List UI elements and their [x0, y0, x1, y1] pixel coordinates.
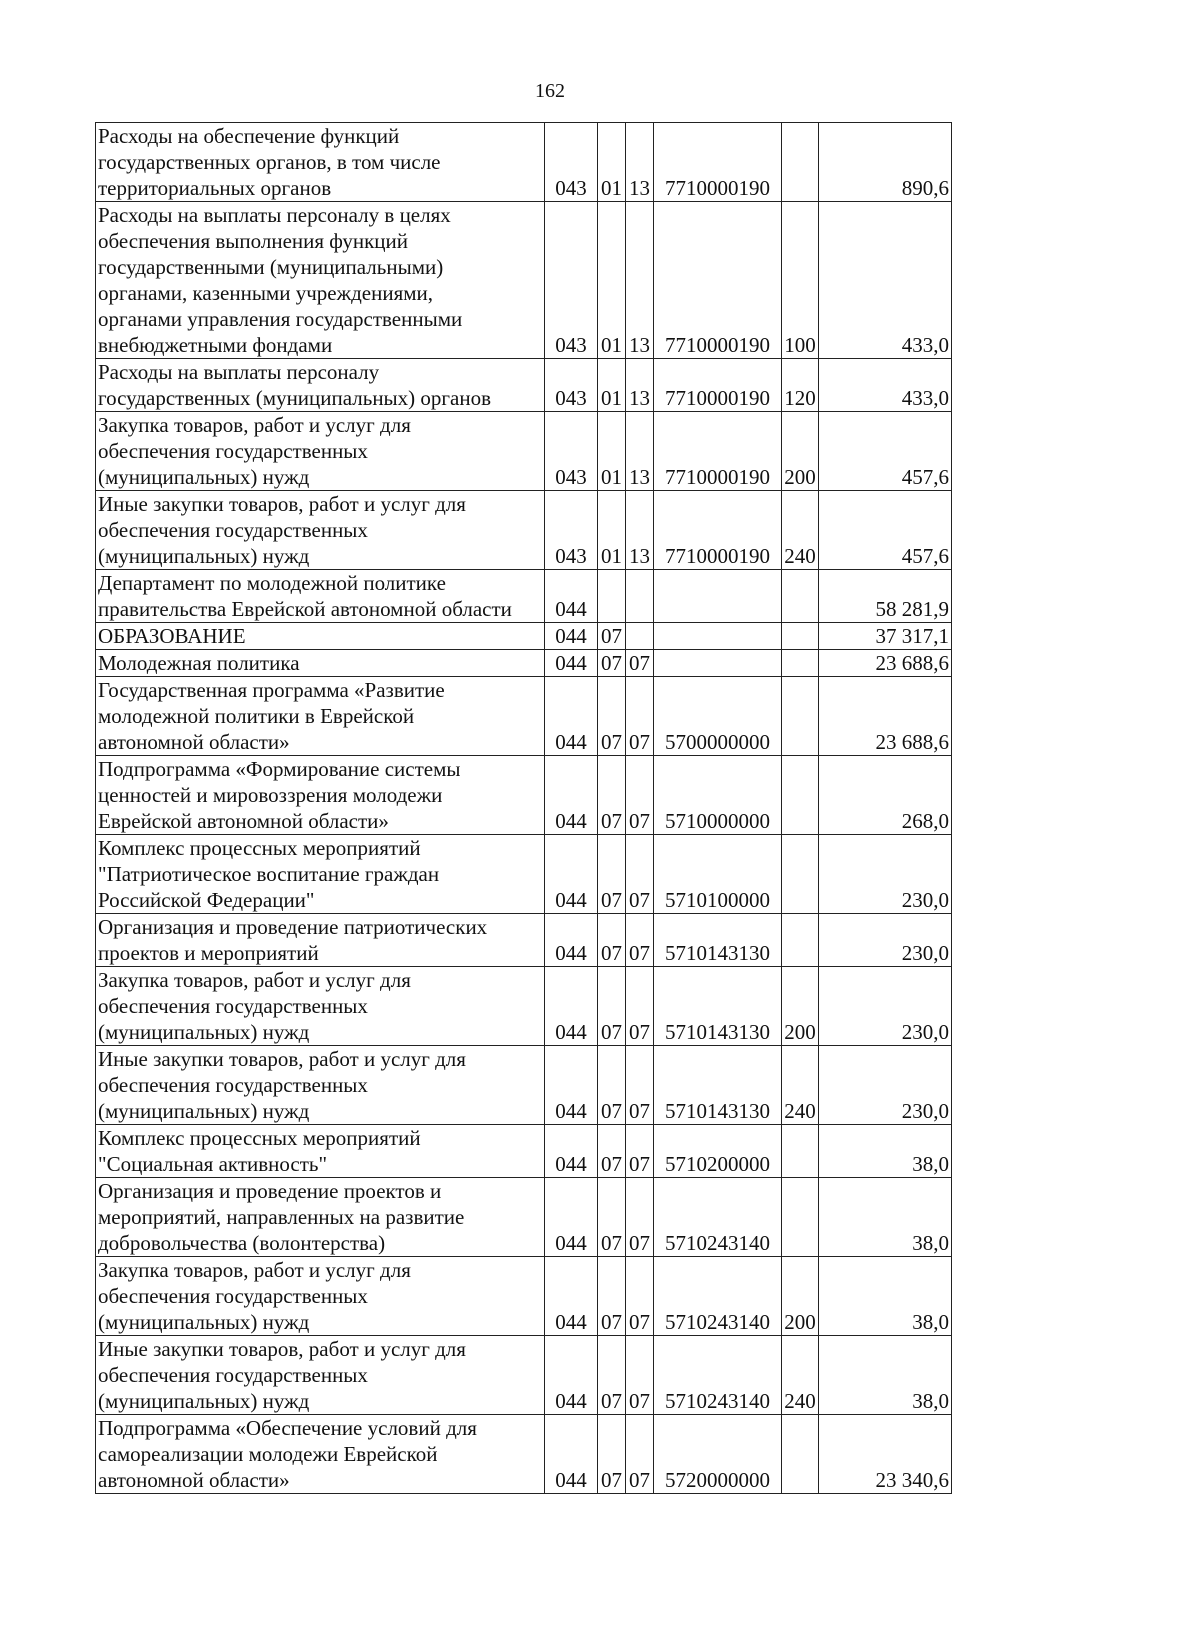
- department-code-cell: 043: [545, 412, 598, 491]
- row-name-cell: Расходы на обеспечение функций государственных органов, в том числе территориальных органов: [96, 123, 545, 202]
- department-code-cell: 044: [545, 623, 598, 650]
- section-code-cell: [598, 570, 626, 623]
- expense-type-cell: [782, 570, 819, 623]
- department-code-cell: 044: [545, 677, 598, 756]
- expense-type-cell: [782, 677, 819, 756]
- subsection-code-cell: 13: [626, 202, 654, 359]
- table-row: [96, 1178, 952, 1257]
- row-name-cell: Расходы на выплаты персоналу государственных (муниципальных) органов: [96, 359, 545, 412]
- table-row: [96, 967, 952, 1046]
- subsection-code-cell: [626, 570, 654, 623]
- expense-type-cell: [782, 1178, 819, 1257]
- expense-type-cell: [782, 1125, 819, 1178]
- subsection-code-cell: 07: [626, 1178, 654, 1257]
- expense-type-cell: [782, 623, 819, 650]
- target-article-cell: 5710243140: [654, 1178, 782, 1257]
- amount-cell: 230,0: [819, 914, 952, 967]
- section-code-cell: 07: [598, 914, 626, 967]
- section-code-cell: 07: [598, 677, 626, 756]
- row-name-cell: Подпрограмма «Формирование системы ценностей и мировоззрения молодежи Еврейской автономной области»: [96, 756, 545, 835]
- expense-type-cell: 240: [782, 1046, 819, 1125]
- section-code-cell: 07: [598, 1046, 626, 1125]
- row-name-cell: Организация и проведение проектов и мероприятий, направленных на развитие добровольчества (волонтерства): [96, 1178, 545, 1257]
- amount-cell: 38,0: [819, 1178, 952, 1257]
- table-row: [96, 914, 952, 967]
- amount-cell: 37 317,1: [819, 623, 952, 650]
- amount-cell: 230,0: [819, 967, 952, 1046]
- department-code-cell: 043: [545, 359, 598, 412]
- amount-cell: 23 340,6: [819, 1415, 952, 1494]
- department-code-cell: 044: [545, 1178, 598, 1257]
- table-row: [96, 491, 952, 570]
- amount-cell: 457,6: [819, 412, 952, 491]
- table-row: [96, 650, 952, 677]
- amount-cell: 38,0: [819, 1125, 952, 1178]
- row-name-cell: Департамент по молодежной политике правительства Еврейской автономной области: [96, 570, 545, 623]
- row-name-cell: Комплекс процессных мероприятий "Социальная активность": [96, 1125, 545, 1178]
- department-code-cell: 043: [545, 202, 598, 359]
- target-article-cell: 5710100000: [654, 835, 782, 914]
- department-code-cell: 043: [545, 123, 598, 202]
- target-article-cell: [654, 623, 782, 650]
- section-code-cell: 01: [598, 491, 626, 570]
- subsection-code-cell: 07: [626, 677, 654, 756]
- target-article-cell: [654, 650, 782, 677]
- row-name-cell: Закупка товаров, работ и услуг для обеспечения государственных (муниципальных) нужд: [96, 412, 545, 491]
- expense-type-cell: [782, 1415, 819, 1494]
- section-code-cell: 07: [598, 1125, 626, 1178]
- expense-type-cell: [782, 123, 819, 202]
- target-article-cell: 7710000190: [654, 491, 782, 570]
- amount-cell: 268,0: [819, 756, 952, 835]
- row-name-cell: Подпрограмма «Обеспечение условий для самореализации молодежи Еврейской автономной области»: [96, 1415, 545, 1494]
- department-code-cell: 044: [545, 756, 598, 835]
- department-code-cell: 044: [545, 1336, 598, 1415]
- amount-cell: 38,0: [819, 1257, 952, 1336]
- amount-cell: 890,6: [819, 123, 952, 202]
- row-name-cell: Комплекс процессных мероприятий "Патриотическое воспитание граждан Российской Федерации": [96, 835, 545, 914]
- amount-cell: 457,6: [819, 491, 952, 570]
- table-row: [96, 623, 952, 650]
- row-name-cell: Закупка товаров, работ и услуг для обеспечения государственных (муниципальных) нужд: [96, 967, 545, 1046]
- table-row: [96, 1046, 952, 1125]
- subsection-code-cell: 07: [626, 1415, 654, 1494]
- expense-type-cell: [782, 650, 819, 677]
- table-row: [96, 412, 952, 491]
- page-number: 162: [535, 80, 565, 102]
- subsection-code-cell: 07: [626, 650, 654, 677]
- target-article-cell: 5710000000: [654, 756, 782, 835]
- department-code-cell: 044: [545, 1046, 598, 1125]
- target-article-cell: 5710143130: [654, 914, 782, 967]
- target-article-cell: 5710143130: [654, 1046, 782, 1125]
- expense-type-cell: 120: [782, 359, 819, 412]
- row-name-cell: Иные закупки товаров, работ и услуг для обеспечения государственных (муниципальных) нужд: [96, 1336, 545, 1415]
- department-code-cell: 044: [545, 1415, 598, 1494]
- amount-cell: 38,0: [819, 1336, 952, 1415]
- row-name-cell: Организация и проведение патриотических проектов и мероприятий: [96, 914, 545, 967]
- section-code-cell: 01: [598, 123, 626, 202]
- expense-type-cell: [782, 914, 819, 967]
- budget-table: [95, 122, 952, 1494]
- department-code-cell: 044: [545, 570, 598, 623]
- section-code-cell: 07: [598, 1178, 626, 1257]
- department-code-cell: 044: [545, 835, 598, 914]
- row-name-cell: Иные закупки товаров, работ и услуг для обеспечения государственных (муниципальных) нужд: [96, 491, 545, 570]
- row-name-cell: ОБРАЗОВАНИЕ: [96, 623, 545, 650]
- subsection-code-cell: 07: [626, 756, 654, 835]
- target-article-cell: 7710000190: [654, 412, 782, 491]
- row-name-cell: Закупка товаров, работ и услуг для обеспечения государственных (муниципальных) нужд: [96, 1257, 545, 1336]
- subsection-code-cell: [626, 623, 654, 650]
- target-article-cell: 5700000000: [654, 677, 782, 756]
- section-code-cell: 01: [598, 412, 626, 491]
- expense-type-cell: 100: [782, 202, 819, 359]
- section-code-cell: 07: [598, 756, 626, 835]
- section-code-cell: 07: [598, 650, 626, 677]
- amount-cell: 23 688,6: [819, 650, 952, 677]
- subsection-code-cell: 13: [626, 123, 654, 202]
- department-code-cell: 044: [545, 967, 598, 1046]
- table-row: [96, 1125, 952, 1178]
- amount-cell: 58 281,9: [819, 570, 952, 623]
- table-row: [96, 1336, 952, 1415]
- table-row: [96, 1257, 952, 1336]
- department-code-cell: 043: [545, 491, 598, 570]
- subsection-code-cell: 13: [626, 491, 654, 570]
- target-article-cell: [654, 570, 782, 623]
- expense-type-cell: 200: [782, 1257, 819, 1336]
- section-code-cell: 07: [598, 1336, 626, 1415]
- target-article-cell: 5710200000: [654, 1125, 782, 1178]
- expense-type-cell: 200: [782, 967, 819, 1046]
- table-row: [96, 570, 952, 623]
- table-row: [96, 359, 952, 412]
- row-name-cell: Расходы на выплаты персоналу в целях обеспечения выполнения функций государственными (муниципальными) органами, казенными учреждениями, органами управления государственными внебюджетными фондами: [96, 202, 545, 359]
- department-code-cell: 044: [545, 914, 598, 967]
- section-code-cell: 07: [598, 835, 626, 914]
- target-article-cell: 5710143130: [654, 967, 782, 1046]
- subsection-code-cell: 07: [626, 1046, 654, 1125]
- target-article-cell: 5710243140: [654, 1336, 782, 1415]
- expense-type-cell: 240: [782, 491, 819, 570]
- department-code-cell: 044: [545, 650, 598, 677]
- section-code-cell: 07: [598, 1257, 626, 1336]
- amount-cell: 230,0: [819, 1046, 952, 1125]
- amount-cell: 23 688,6: [819, 677, 952, 756]
- expense-type-cell: [782, 835, 819, 914]
- department-code-cell: 044: [545, 1125, 598, 1178]
- table-row: [96, 835, 952, 914]
- budget-table-body: [96, 123, 952, 1494]
- table-row: [96, 677, 952, 756]
- amount-cell: 433,0: [819, 359, 952, 412]
- section-code-cell: 07: [598, 623, 626, 650]
- section-code-cell: 01: [598, 359, 626, 412]
- row-name-cell: Молодежная политика: [96, 650, 545, 677]
- section-code-cell: 07: [598, 967, 626, 1046]
- subsection-code-cell: 13: [626, 359, 654, 412]
- department-code-cell: 044: [545, 1257, 598, 1336]
- table-row: [96, 756, 952, 835]
- amount-cell: 230,0: [819, 835, 952, 914]
- expense-type-cell: [782, 756, 819, 835]
- subsection-code-cell: 13: [626, 412, 654, 491]
- table-row: [96, 123, 952, 202]
- expense-type-cell: 200: [782, 412, 819, 491]
- table-row: [96, 1415, 952, 1494]
- section-code-cell: 07: [598, 1415, 626, 1494]
- target-article-cell: 7710000190: [654, 123, 782, 202]
- row-name-cell: Иные закупки товаров, работ и услуг для обеспечения государственных (муниципальных) нужд: [96, 1046, 545, 1125]
- subsection-code-cell: 07: [626, 914, 654, 967]
- amount-cell: 433,0: [819, 202, 952, 359]
- row-name-cell: Государственная программа «Развитие молодежной политики в Еврейской автономной области»: [96, 677, 545, 756]
- subsection-code-cell: 07: [626, 1257, 654, 1336]
- subsection-code-cell: 07: [626, 967, 654, 1046]
- target-article-cell: 5710243140: [654, 1257, 782, 1336]
- subsection-code-cell: 07: [626, 1125, 654, 1178]
- subsection-code-cell: 07: [626, 835, 654, 914]
- target-article-cell: 5720000000: [654, 1415, 782, 1494]
- target-article-cell: 7710000190: [654, 202, 782, 359]
- table-row: [96, 202, 952, 359]
- subsection-code-cell: 07: [626, 1336, 654, 1415]
- section-code-cell: 01: [598, 202, 626, 359]
- target-article-cell: 7710000190: [654, 359, 782, 412]
- expense-type-cell: 240: [782, 1336, 819, 1415]
